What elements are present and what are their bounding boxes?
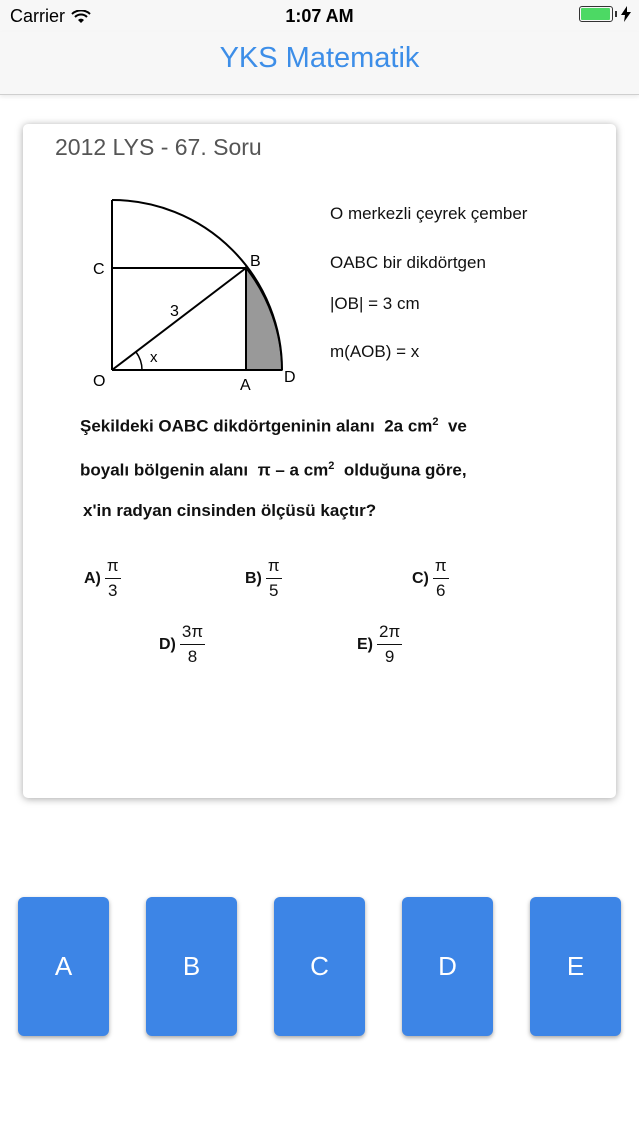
battery-status: [579, 6, 631, 22]
answer-button-d[interactable]: D: [402, 897, 493, 1036]
label-o: O: [93, 373, 106, 390]
quarter-circle-figure: [78, 184, 308, 394]
carrier-label: Carrier: [10, 6, 66, 26]
label-d: D: [284, 369, 296, 386]
answer-button-a[interactable]: A: [18, 897, 109, 1036]
status-bar: [0, 0, 639, 32]
answer-button-b[interactable]: B: [146, 897, 237, 1036]
label-side: 3: [170, 303, 179, 320]
choice-e: E) $\frac{2\pi}{9}$: [357, 622, 401, 666]
question-line-1: Şekildeki OABC dikdörtgeninin alanı 2a $cm^2$ ve: [80, 416, 467, 436]
nav-title: YKS Matematik: [219, 42, 420, 74]
label-c: C: [93, 261, 105, 278]
given-1: O merkezli çeyrek çember: [330, 204, 528, 223]
given-2: OABC bir dikdörtgen: [330, 253, 486, 272]
label-angle: x: [150, 349, 158, 366]
given-4: m(AOB) = x: [330, 342, 420, 361]
label-b: B: [250, 253, 261, 270]
question-card: [23, 124, 616, 798]
given-3: |OB| = 3 cm: [330, 294, 420, 313]
answer-button-e[interactable]: E: [530, 897, 621, 1036]
charging-bolt-icon: [621, 6, 631, 22]
question-line-2: boyalı bölgenin alanı π – a $cm^2$ olduğuna göre,: [80, 460, 467, 480]
navigation-bar: [0, 32, 639, 95]
choice-c: C) $\frac{\pi}{6}$: [412, 556, 447, 600]
question-line-3: x'in radyan cinsinden ölçüsü kaçtır?: [83, 501, 377, 520]
choice-a: A) $\frac{\pi}{3}$: [84, 556, 119, 600]
label-a: A: [240, 377, 251, 394]
choice-b: B) $\frac{\pi}{5}$: [245, 556, 280, 600]
question-title: 2012 LYS - 67. Soru: [55, 134, 262, 160]
status-time: 1:07 AM: [285, 6, 354, 26]
answer-button-c[interactable]: C: [274, 897, 365, 1036]
choice-d: D) $\frac{3\pi}{8}$: [159, 622, 204, 666]
shaded-region: [246, 268, 282, 370]
battery-icon: [579, 6, 613, 22]
